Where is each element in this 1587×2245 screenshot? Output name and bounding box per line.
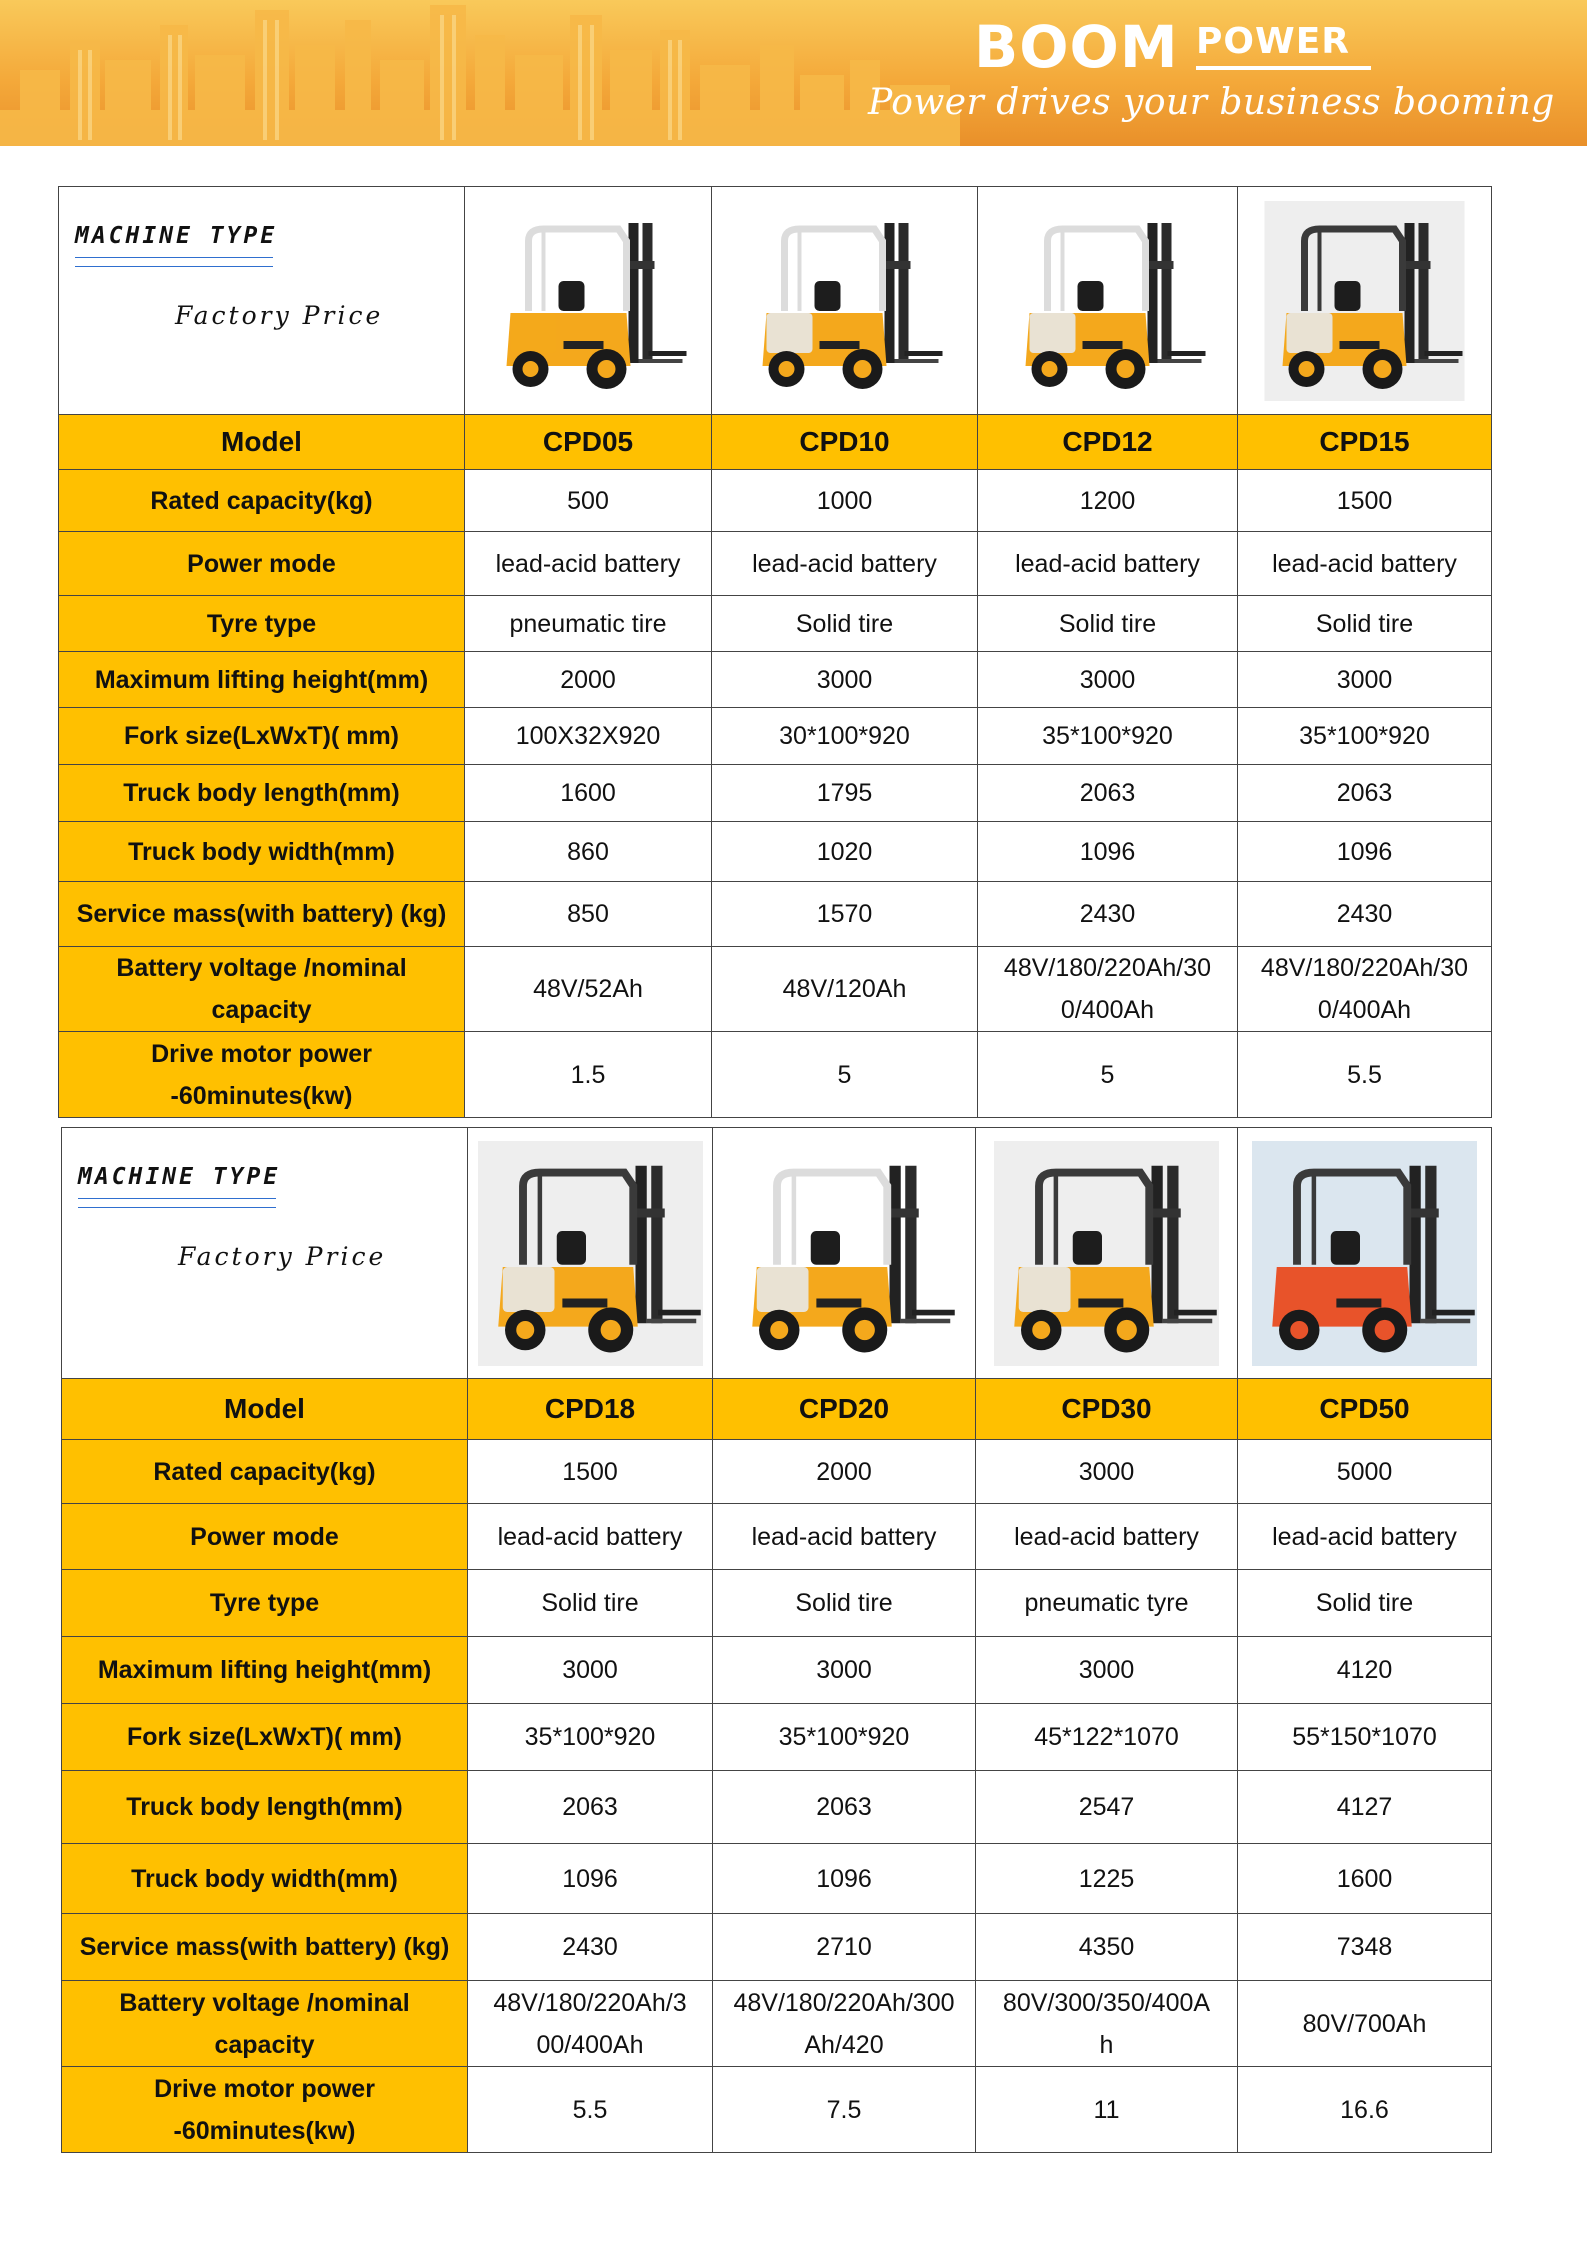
table-cell: lead-acid battery (1238, 1504, 1492, 1570)
row-label-fork-size: Fork size(LxWxT)( mm) (62, 1704, 468, 1771)
cell-line: 80V/700Ah (1302, 2009, 1427, 2038)
table-row (62, 1771, 1492, 1844)
table-cell: 5.5 (1238, 1032, 1492, 1118)
table-cell: 1225 (976, 1844, 1238, 1914)
row-label-fork-size: Fork size(LxWxT)( mm) (59, 708, 465, 765)
table-row (62, 1981, 1492, 2067)
header-banner (0, 0, 1587, 146)
table-cell (1238, 947, 1492, 1032)
image-row (62, 1128, 1492, 1379)
row-label-model: Model (62, 1379, 468, 1440)
table-cell: 100X32X920 (465, 708, 712, 765)
table-cell: 2430 (468, 1914, 713, 1981)
table-cell: 1570 (712, 882, 978, 947)
forklift-image-cpd15 (1238, 187, 1492, 415)
cell-line: Ah/420 (804, 2030, 884, 2059)
machine-type-label: MACHINE TYPE (75, 223, 278, 249)
cell-line: 0/400Ah (1060, 996, 1155, 1024)
table-cell (713, 1981, 976, 2067)
table-cell: 3000 (976, 1440, 1238, 1504)
table-cell: 30*100*920 (712, 708, 978, 765)
table-cell: 35*100*920 (468, 1704, 713, 1771)
table-cell: 2063 (1238, 765, 1492, 822)
forklift-image-cpd18 (468, 1128, 713, 1379)
table-cell: 1000 (712, 470, 978, 532)
table-cell: Solid tire (712, 596, 978, 652)
row-label-motor-power (59, 1032, 465, 1118)
row-label-capacity: Rated capacity(kg) (59, 470, 465, 532)
row-label-body-width: Truck body width(mm) (62, 1844, 468, 1914)
table-cell: lead-acid battery (978, 532, 1238, 596)
table-cell: 3000 (976, 1637, 1238, 1704)
row-label-body-width: Truck body width(mm) (59, 822, 465, 882)
forklift-illustration (478, 1141, 703, 1366)
table-cell: 1020 (712, 822, 978, 882)
table-cell: 1795 (712, 765, 978, 822)
table-cell: Solid tire (1238, 1570, 1492, 1637)
table-row (62, 2067, 1492, 2153)
row-label-lift-height: Maximum lifting height(mm) (62, 1637, 468, 1704)
double-underline (78, 1198, 276, 1216)
table-cell: 5.5 (468, 2067, 713, 2153)
table-cell: 1600 (1238, 1844, 1492, 1914)
row-label-lift-height: Maximum lifting height(mm) (59, 652, 465, 708)
row-label-body-length: Truck body length(mm) (62, 1771, 468, 1844)
table-cell (712, 947, 978, 1032)
label-line: Battery voltage /nominal (119, 1988, 410, 2017)
table-cell: 11 (976, 2067, 1238, 2153)
table-row (59, 470, 1492, 532)
table-cell: 4127 (1238, 1771, 1492, 1844)
table-cell: 3000 (468, 1637, 713, 1704)
forklift-image-cpd05 (465, 187, 712, 415)
cell-line: 48V/52Ah (533, 975, 643, 1003)
row-label-model: Model (59, 415, 465, 470)
model-cell: CPD15 (1238, 415, 1492, 470)
table-cell: 1.5 (465, 1032, 712, 1118)
table-row (62, 1379, 1492, 1440)
table-cell: 35*100*920 (978, 708, 1238, 765)
table-cell: 2430 (1238, 882, 1492, 947)
model-cell: CPD50 (1238, 1379, 1492, 1440)
cell-line: 80V/300/350/400A (1002, 1988, 1211, 2017)
table-cell: 2547 (976, 1771, 1238, 1844)
table-cell: 5 (712, 1032, 978, 1118)
table-cell (976, 1981, 1238, 2067)
table-cell: Solid tire (1238, 596, 1492, 652)
table-cell: 4120 (1238, 1637, 1492, 1704)
forklift-illustration (732, 201, 957, 401)
forklift-illustration (1252, 1141, 1477, 1366)
table-cell: 7348 (1238, 1914, 1492, 1981)
table-row (62, 1844, 1492, 1914)
table-cell: 2063 (978, 765, 1238, 822)
machine-type-cell (62, 1128, 468, 1379)
row-label-power-mode: Power mode (62, 1504, 468, 1570)
table-cell: lead-acid battery (468, 1504, 713, 1570)
table-cell: 1096 (1238, 822, 1492, 882)
brand-name-sub: POWER (1196, 21, 1351, 62)
machine-type-cell (59, 187, 465, 415)
table-row (59, 1032, 1492, 1118)
table-cell: 1096 (978, 822, 1238, 882)
table-cell: 45*122*1070 (976, 1704, 1238, 1771)
table-cell: lead-acid battery (976, 1504, 1238, 1570)
table-cell: 55*150*1070 (1238, 1704, 1492, 1771)
table-row (62, 1704, 1492, 1771)
table-cell: 2063 (713, 1771, 976, 1844)
model-cell: CPD18 (468, 1379, 713, 1440)
table-row (59, 822, 1492, 882)
row-label-power-mode: Power mode (59, 532, 465, 596)
table-cell (978, 947, 1238, 1032)
machine-type-label: MACHINE TYPE (78, 1164, 281, 1190)
table-cell: Solid tire (978, 596, 1238, 652)
city-skyline-graphic (0, 0, 960, 146)
spec-table-1 (58, 186, 1492, 1118)
table-row (62, 1570, 1492, 1637)
factory-price-label: Factory Price (175, 301, 384, 330)
row-label-tyre-type: Tyre type (59, 596, 465, 652)
table-cell: 1600 (465, 765, 712, 822)
table-cell: 3000 (978, 652, 1238, 708)
forklift-illustration (476, 201, 701, 401)
table-cell: 5000 (1238, 1440, 1492, 1504)
row-label-body-length: Truck body length(mm) (59, 765, 465, 822)
model-cell: CPD12 (978, 415, 1238, 470)
table-cell (1238, 1981, 1492, 2067)
table-row (62, 1914, 1492, 1981)
image-row (59, 187, 1492, 415)
cell-line: 48V/180/220Ah/30 (1260, 954, 1469, 982)
table-cell: 35*100*920 (713, 1704, 976, 1771)
table-row (59, 596, 1492, 652)
brand-underline (1196, 66, 1371, 70)
table-row (59, 765, 1492, 822)
table-row (59, 882, 1492, 947)
table-cell: pneumatic tyre (976, 1570, 1238, 1637)
model-cell: CPD30 (976, 1379, 1238, 1440)
table-cell: 1096 (468, 1844, 713, 1914)
table-row (62, 1637, 1492, 1704)
table-row (59, 415, 1492, 470)
table-cell: Solid tire (713, 1570, 976, 1637)
forklift-image-cpd12 (978, 187, 1238, 415)
table-row (59, 652, 1492, 708)
row-label-battery (62, 1981, 468, 2067)
forklift-image-cpd20 (713, 1128, 976, 1379)
table-cell (465, 947, 712, 1032)
forklift-illustration (1252, 201, 1477, 401)
label-line: -60minutes(kw) (173, 2116, 356, 2145)
table-cell: 2710 (713, 1914, 976, 1981)
table-cell: 3000 (1238, 652, 1492, 708)
row-label-service-mass: Service mass(with battery) (kg) (59, 882, 465, 947)
table-cell: 2000 (465, 652, 712, 708)
model-cell: CPD10 (712, 415, 978, 470)
cell-line: 48V/180/220Ah/3 (493, 1988, 687, 2017)
label-line: capacity (214, 2030, 315, 2059)
forklift-illustration (732, 1141, 957, 1366)
brand-name-main: BOOM (974, 13, 1179, 81)
model-cell: CPD05 (465, 415, 712, 470)
label-line: Battery voltage /nominal (116, 954, 407, 982)
table-cell: lead-acid battery (713, 1504, 976, 1570)
cell-line: 0/400Ah (1317, 996, 1412, 1024)
row-label-tyre-type: Tyre type (62, 1570, 468, 1637)
spec-table-2 (61, 1127, 1492, 2153)
row-label-battery (59, 947, 465, 1032)
forklift-illustration (994, 1141, 1219, 1366)
forklift-image-cpd50 (1238, 1128, 1492, 1379)
table-cell (468, 1981, 713, 2067)
table-cell: 1500 (1238, 470, 1492, 532)
table-cell: 2430 (978, 882, 1238, 947)
table-cell: lead-acid battery (712, 532, 978, 596)
model-cell: CPD20 (713, 1379, 976, 1440)
table-cell: 35*100*920 (1238, 708, 1492, 765)
cell-line: 48V/180/220Ah/300 (733, 1988, 955, 2017)
brand-slogan: Power drives your business booming (868, 82, 1555, 123)
table-cell: 3000 (713, 1637, 976, 1704)
row-label-service-mass: Service mass(with battery) (kg) (62, 1914, 468, 1981)
brand-logo (974, 13, 1394, 81)
table-cell: 2063 (468, 1771, 713, 1844)
table-row (62, 1504, 1492, 1570)
label-line: capacity (211, 996, 312, 1024)
table-row (62, 1440, 1492, 1504)
table-cell: lead-acid battery (1238, 532, 1492, 596)
table-cell: 5 (978, 1032, 1238, 1118)
table-cell: 7.5 (713, 2067, 976, 2153)
row-label-capacity: Rated capacity(kg) (62, 1440, 468, 1504)
cell-line: 00/400Ah (536, 2030, 644, 2059)
table-row (59, 532, 1492, 596)
table-cell: 1500 (468, 1440, 713, 1504)
forklift-image-cpd10 (712, 187, 978, 415)
table-cell: pneumatic tire (465, 596, 712, 652)
table-cell: 500 (465, 470, 712, 532)
table-cell: Solid tire (468, 1570, 713, 1637)
table-cell: 2000 (713, 1440, 976, 1504)
table-cell: 860 (465, 822, 712, 882)
table-row (59, 708, 1492, 765)
double-underline (75, 257, 273, 275)
table-cell: 4350 (976, 1914, 1238, 1981)
factory-price-label: Factory Price (178, 1242, 387, 1271)
cell-line: 48V/120Ah (782, 975, 907, 1003)
table-cell: 1096 (713, 1844, 976, 1914)
label-line: Drive motor power (151, 1039, 372, 1068)
forklift-image-cpd30 (976, 1128, 1238, 1379)
label-line: Drive motor power (154, 2074, 375, 2103)
table-row (59, 947, 1492, 1032)
forklift-illustration (995, 201, 1220, 401)
table-cell: 1200 (978, 470, 1238, 532)
table-cell: 3000 (712, 652, 978, 708)
cell-line: 48V/180/220Ah/30 (1003, 954, 1212, 982)
table-cell: 16.6 (1238, 2067, 1492, 2153)
table-cell: 850 (465, 882, 712, 947)
label-line: -60minutes(kw) (170, 1081, 353, 1110)
cell-line: h (1099, 2030, 1114, 2059)
table-cell: lead-acid battery (465, 532, 712, 596)
row-label-motor-power (62, 2067, 468, 2153)
